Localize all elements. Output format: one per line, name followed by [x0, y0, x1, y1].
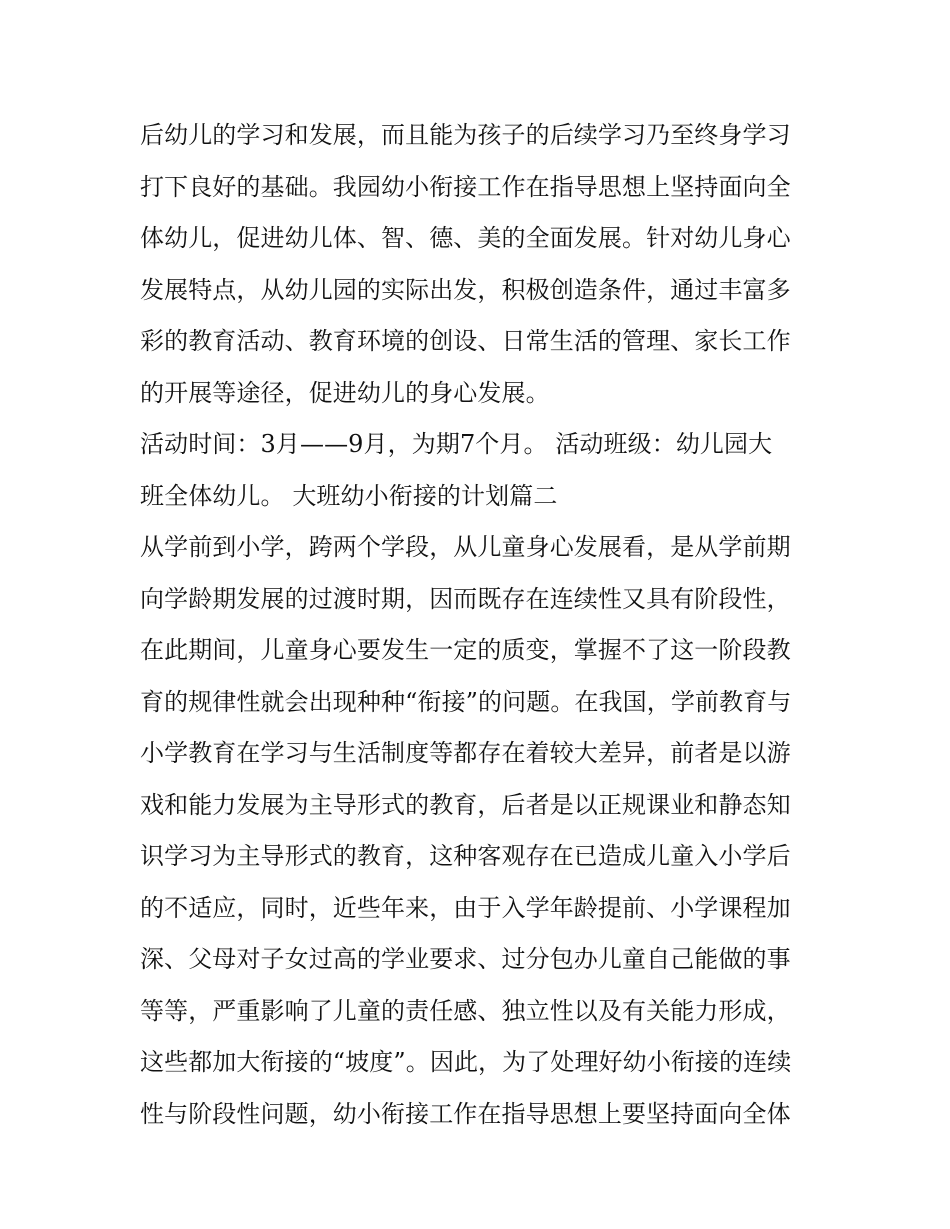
document-body [140, 110, 812, 1140]
text-line: 深、父母对子女过高的学业要求、过分包办儿童自己能做的事 [140, 945, 791, 973]
text-line: 等等，严重影响了儿童的责任感、独立性以及有关能力形成， [140, 996, 791, 1025]
text-line: 戏和能力发展为主导形式的教育，后者是以正规课业和静态知 [140, 790, 791, 819]
text-line: 班全体幼儿。 大班幼小衔接的计划篇二 [140, 481, 558, 510]
text-line: 的开展等途径，促进幼儿的身心发展。 [140, 378, 550, 407]
text-line: 从学前到小学，跨两个学段，从儿童身心发展看，是从学前期 [140, 533, 791, 561]
text-line: 小学教育在学习与生活制度等都存在着较大差异，前者是以游 [140, 739, 791, 767]
text-line: 的不适应，同时，近些年来，由于入学年龄提前、小学课程加 [140, 893, 791, 922]
text-line: 活动时间：3月——9月，为期7个月。 活动班级：幼儿园大 [140, 430, 773, 458]
text-line: 后幼儿的学习和发展，而且能为孩子的后续学习乃至终身学习 [140, 121, 791, 149]
text-line: 向学龄期发展的过渡时期，因而既存在连续性又具有阶段性， [140, 584, 791, 613]
text-line: 育的规律性就会出现种种“衔接”的问题。在我国，学前教育与 [140, 687, 792, 716]
text-line: 识学习为主导形式的教育，这种客观存在已造成儿童入小学后 [140, 842, 791, 870]
text-line: 性与阶段性问题，幼小衔接工作在指导思想上要坚持面向全体 [140, 1099, 791, 1128]
text-line: 体幼儿，促进幼儿体、智、德、美的全面发展。针对幼儿身心 [140, 224, 791, 252]
text-line: 打下良好的基础。我园幼小衔接工作在指导思想上坚持面向全 [140, 172, 791, 201]
text-line: 在此期间，儿童身心要发生一定的质变，掌握不了这一阶段教 [140, 636, 791, 664]
text-line: 彩的教育活动、教育环境的创设、日常生活的管理、家长工作 [140, 327, 791, 355]
text-line: 发展特点，从幼儿园的实际出发，积极创造条件，通过丰富多 [140, 275, 791, 304]
text-line: 这些都加大衔接的“坡度”。因此，为了处理好幼小衔接的连续 [140, 1048, 792, 1076]
